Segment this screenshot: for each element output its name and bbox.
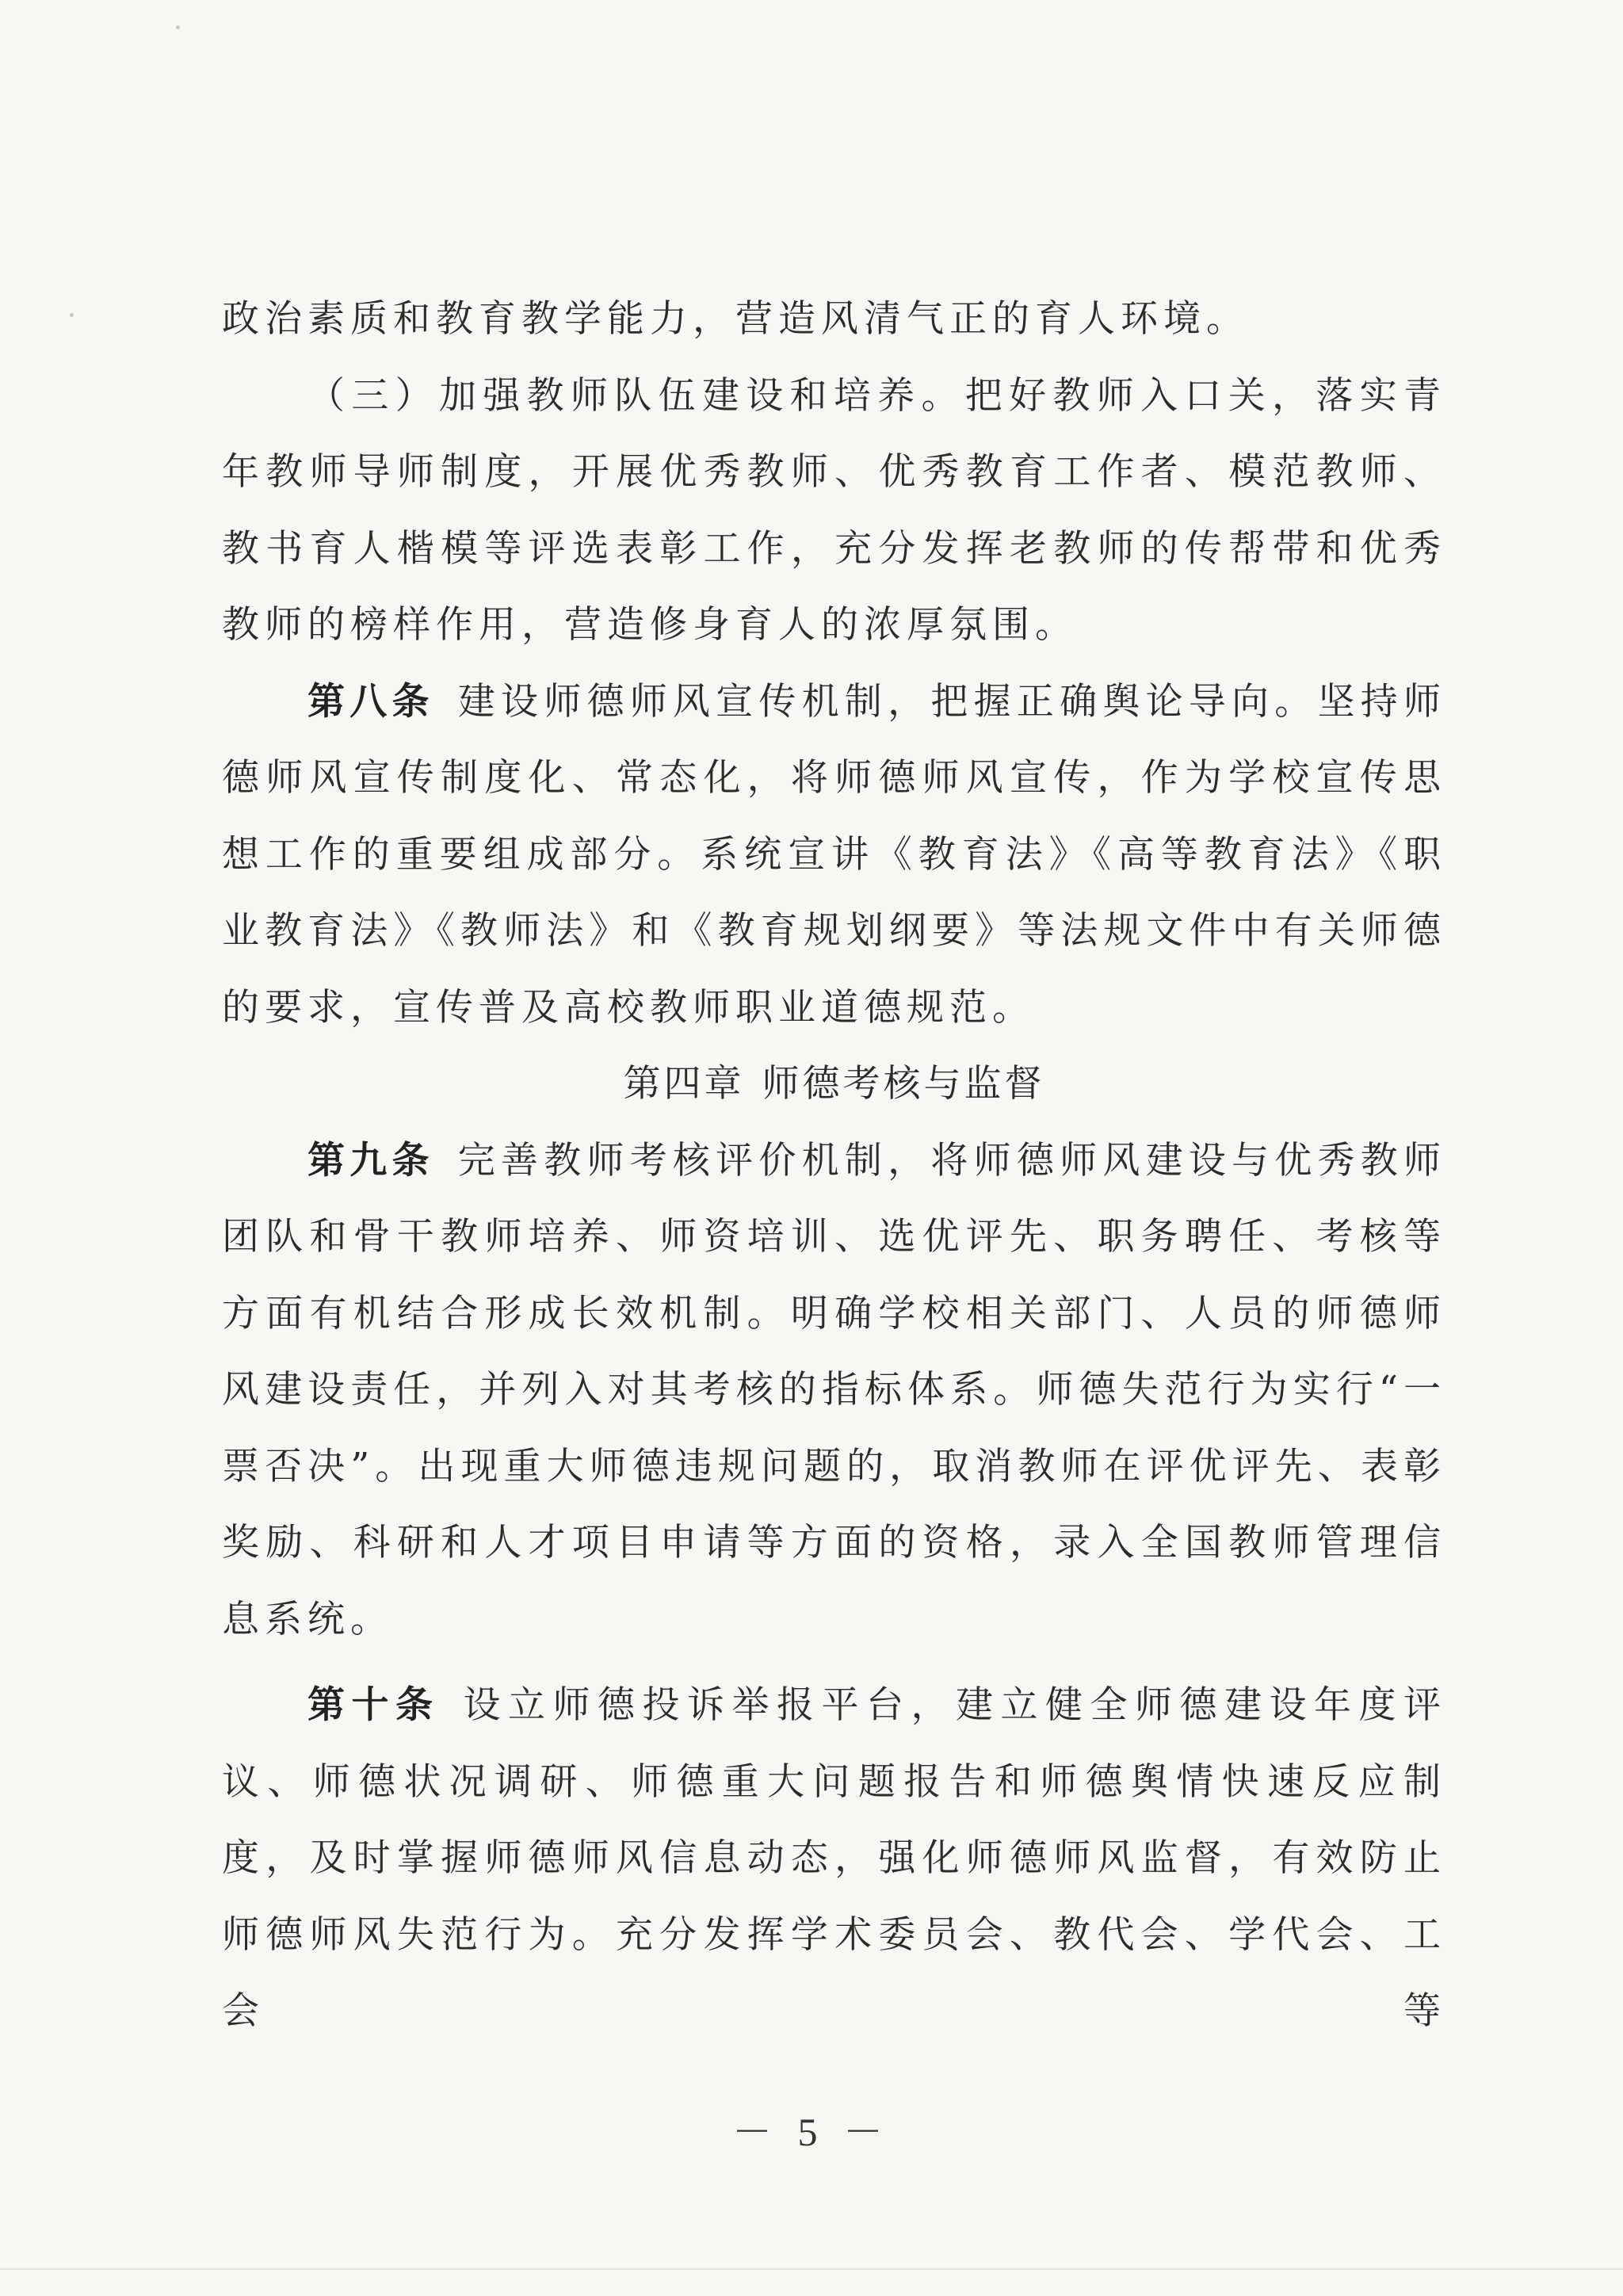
paragraph-text: 完善教师考核评价机制，将师德师风建设与优秀教师团队和骨干教师培养、师资培训、选优评先、职务聘任、考核等方面有机结合形成长效机制。明确学校相关部门、人员的师德师风建设责任，并列入对其考核的指标体系。师德失范行为实行“一票否决”。出现重大师德违规问题的，取消教师在评优评先、表彰奖励、科研和人才项目申请等方面的资格，录入全国教师管理信息系统。: [222, 1138, 1447, 1641]
document-body: [222, 281, 1446, 2050]
paragraph-text: 建设师德师风宣传机制，把握正确舆论导向。坚持师德师风宣传制度化、常态化，将师德师风宣传，作为学校宣传思想工作的重要组成部分。系统宣讲《教育法》《高等教育法》《职业教育法》《教师法》和《教育规划纲要》等法规文件中有关师德的要求，宣传普及高校教师职业道德规范。: [222, 679, 1447, 1030]
paragraph-section-3: [222, 358, 1446, 664]
chapter-heading: [222, 1046, 1446, 1123]
page-number: － 5 －: [732, 2110, 891, 2154]
paragraph-text: 政治素质和教育教学能力，营造风清气正的育人环境。: [222, 297, 1249, 341]
paragraph-continuation: [222, 281, 1446, 358]
article-heading: 第九条: [307, 1138, 434, 1182]
scan-speck: [176, 25, 180, 29]
paragraph-text: （三）加强教师队伍建设和培养。把好教师入口关，落实青年教师导师制度，开展优秀教师、优秀教育工作者、模范教师、教书育人楷模等评选表彰工作，充分发挥老教师的传帮带和优秀教师的榜样作用，营造修身育人的浓厚氛围。: [222, 373, 1446, 647]
paragraph-text: 设立师德投诉举报平台，建立健全师德建设年度评议、师德状况调研、师德重大问题报告和师德舆情快速反应制度，及时掌握师德师风信息动态，强化师德师风监督，有效防止师德师风失范行为。充分发挥学术委员会、教代会、学代会、工会等: [222, 1683, 1446, 2033]
article-8: [222, 664, 1446, 1047]
scan-edge: [0, 2268, 1623, 2270]
chapter-title: 师德考核与监督: [762, 1062, 1045, 1106]
article-heading: 第十条: [307, 1683, 440, 1727]
article-9: [222, 1123, 1446, 1659]
article-10: [222, 1668, 1446, 2050]
chapter-number: 第四章: [623, 1062, 745, 1106]
scan-speck: [70, 313, 74, 317]
article-heading: 第八条: [307, 679, 434, 724]
